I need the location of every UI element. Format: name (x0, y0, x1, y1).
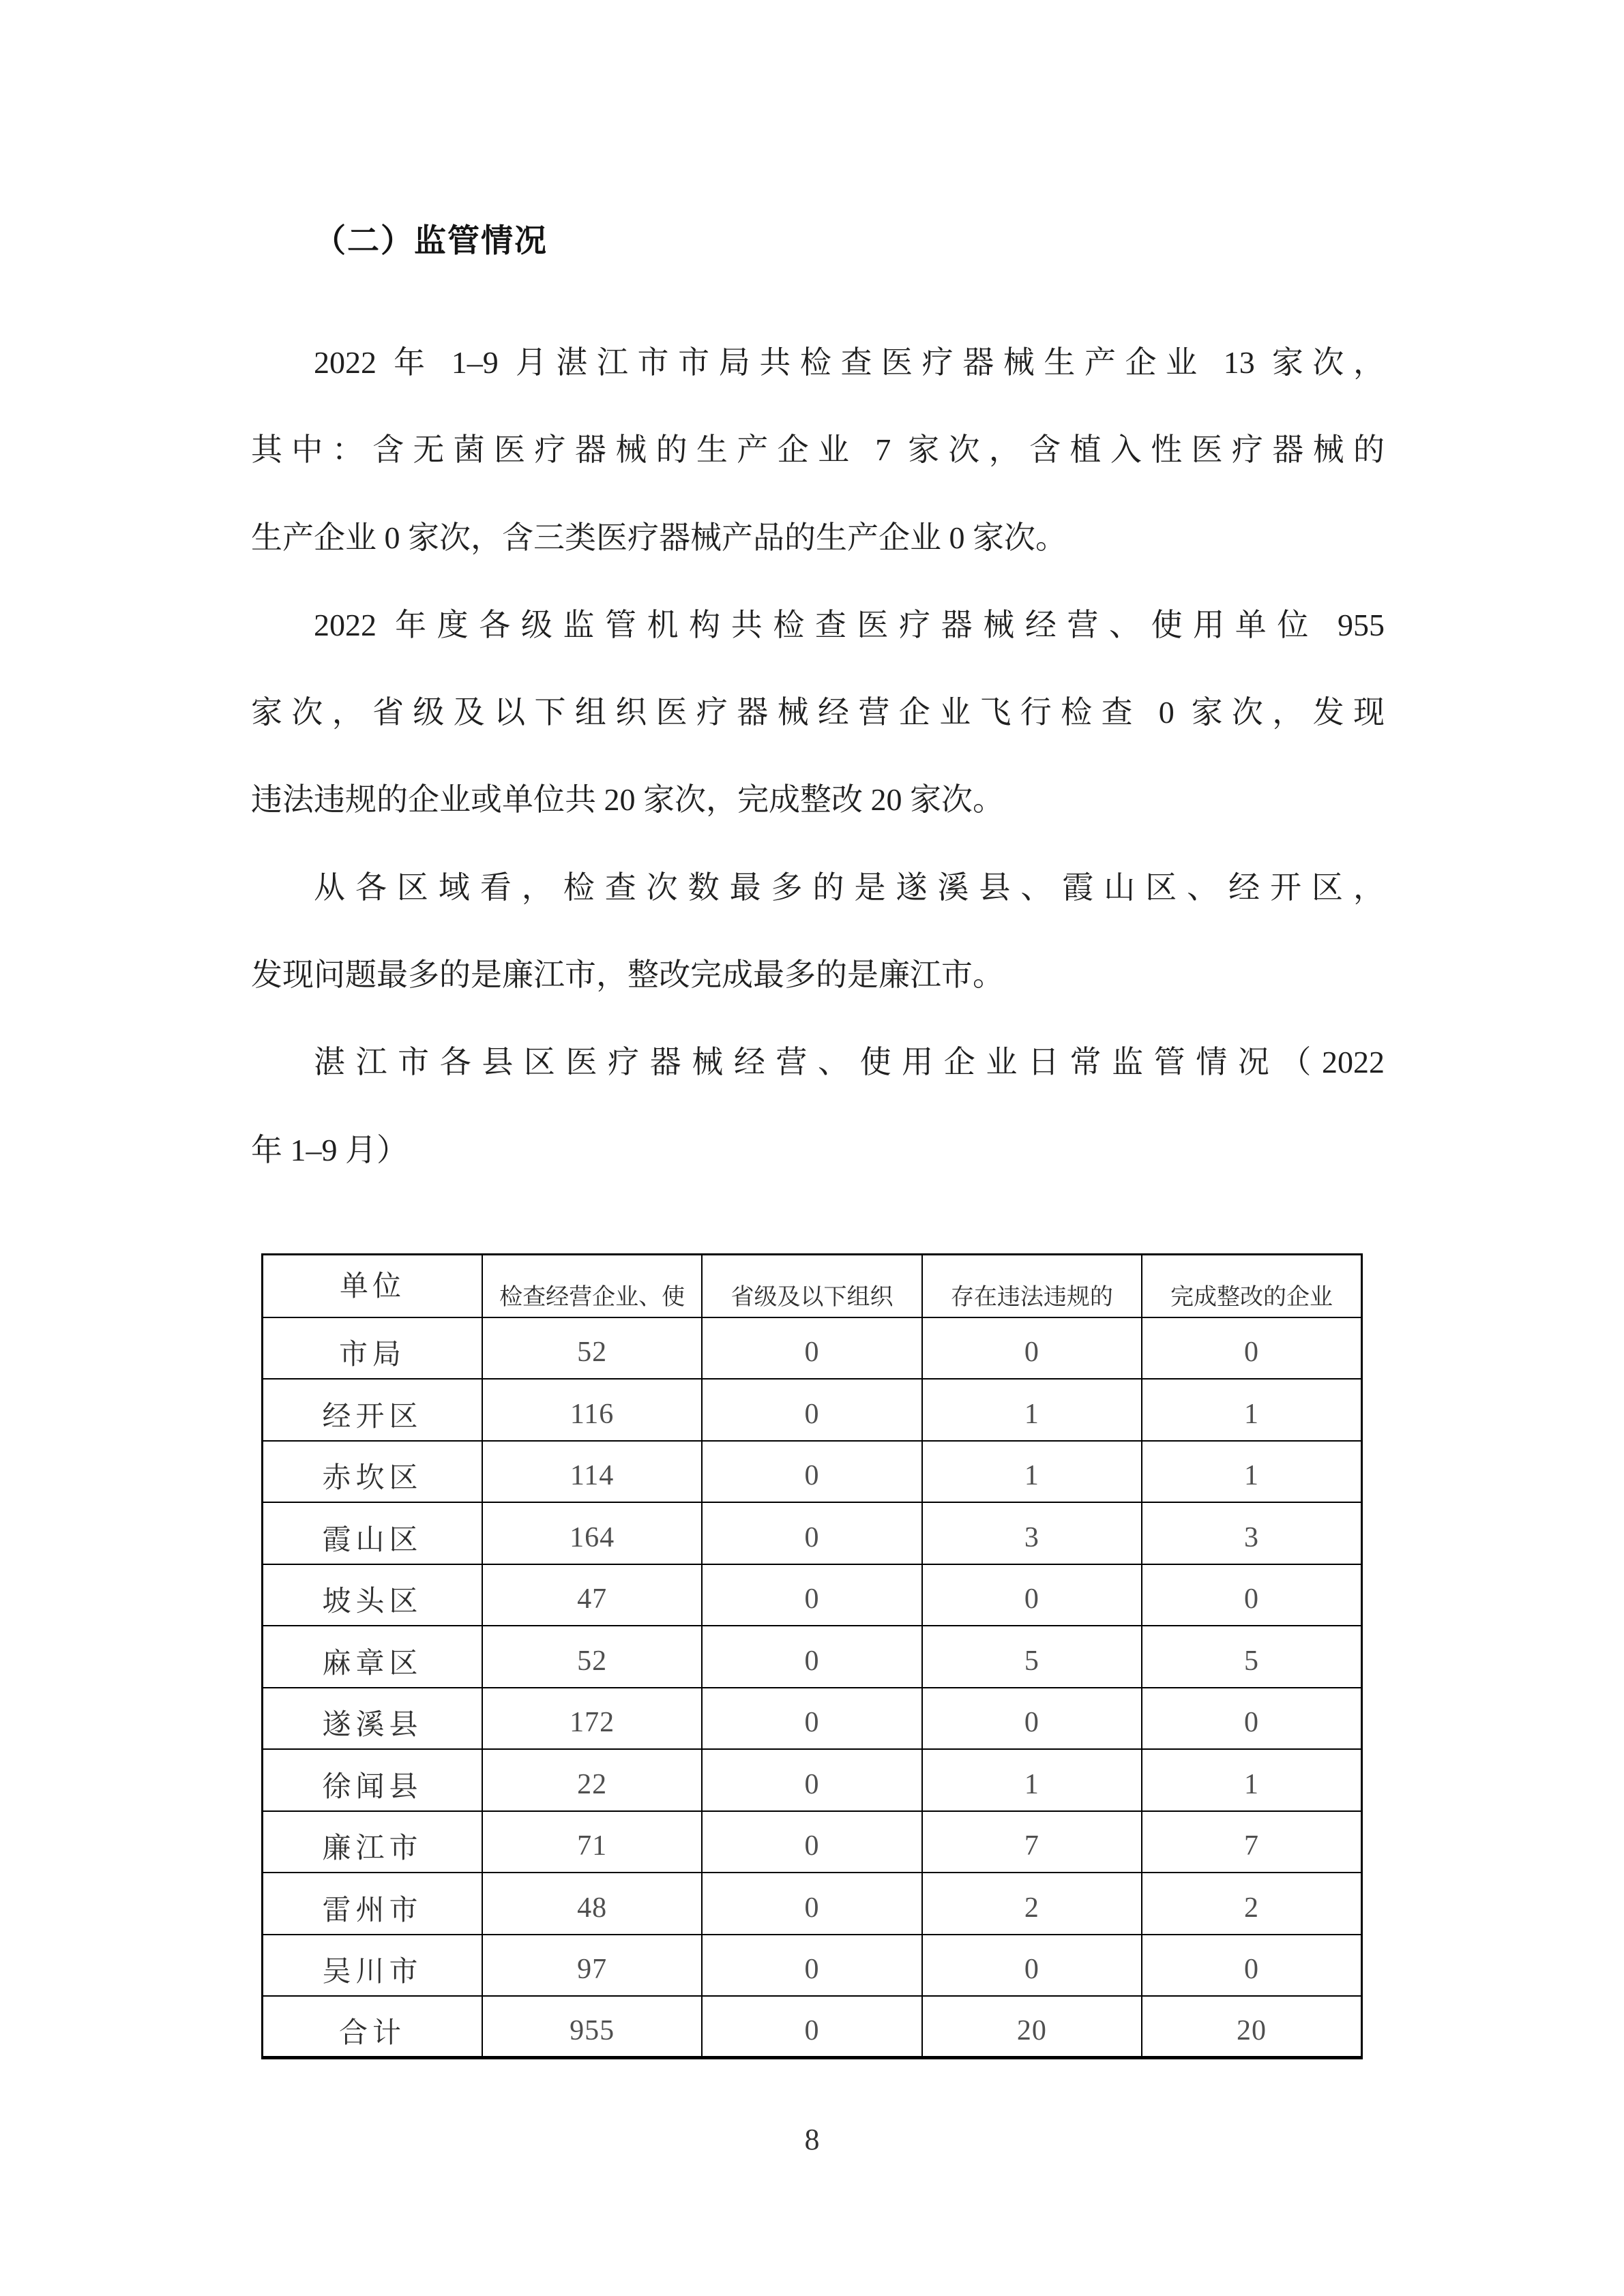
value-cell: 0 (702, 1317, 921, 1380)
page-number: 8 (804, 2123, 820, 2156)
paragraph-line: 2022 年度各级监管机构共检查医疗器械经营、使用单位 955 (314, 607, 1385, 642)
table-row (263, 1749, 1362, 1811)
paragraph-line: 湛江市各县区医疗器械经营、使用企业日常监管情况（2022 (314, 1045, 1385, 1080)
unit-cell: 经开区 (263, 1379, 482, 1441)
value-cell: 2 (1142, 1873, 1361, 1935)
value-cell: 0 (702, 1996, 921, 2058)
value-cell: 0 (702, 1935, 921, 1997)
table-row (263, 1441, 1362, 1503)
value-cell: 0 (922, 1935, 1142, 1997)
table-row (263, 1379, 1362, 1441)
value-cell: 0 (1142, 1564, 1361, 1626)
value-cell: 1 (1142, 1749, 1361, 1811)
value-cell: 0 (702, 1564, 921, 1626)
value-cell: 22 (482, 1749, 702, 1811)
value-cell: 2 (922, 1873, 1142, 1935)
table-row (263, 1317, 1362, 1380)
unit-cell: 廉江市 (263, 1811, 482, 1873)
value-cell: 955 (482, 1996, 702, 2058)
value-cell: 0 (702, 1626, 921, 1688)
value-cell: 1 (922, 1749, 1142, 1811)
paragraph-line: 发现问题最多的是廉江市，整改完成最多的是廉江市。 (251, 957, 1004, 993)
value-cell: 0 (702, 1379, 921, 1441)
unit-cell: 麻章区 (263, 1626, 482, 1688)
unit-cell: 遂溪县 (263, 1688, 482, 1750)
paragraph-line: 其中：含无菌医疗器械的生产企业 7 家次，含植入性医疗器械的 (251, 432, 1385, 468)
value-cell: 5 (922, 1626, 1142, 1688)
paragraph-line: 年 1–9 月） (251, 1132, 408, 1167)
value-cell: 0 (702, 1441, 921, 1503)
paragraph-line: 家次，省级及以下组织医疗器械经营企业飞行检查 0 家次，发现 (251, 695, 1385, 730)
paragraph-line: 违法违规的企业或单位共 20 家次，完成整改 20 家次。 (251, 782, 1004, 818)
unit-cell: 吴川市 (263, 1935, 482, 1997)
value-cell: 116 (482, 1379, 702, 1441)
value-cell: 0 (1142, 1935, 1361, 1997)
value-cell: 52 (482, 1317, 702, 1380)
value-cell: 0 (702, 1502, 921, 1564)
value-cell: 114 (482, 1441, 702, 1503)
value-cell: 1 (922, 1441, 1142, 1503)
unit-cell: 徐闻县 (263, 1749, 482, 1811)
unit-cell: 雷州市 (263, 1873, 482, 1935)
value-cell: 0 (1142, 1317, 1361, 1380)
value-cell: 3 (1142, 1502, 1361, 1564)
value-cell: 0 (922, 1317, 1142, 1380)
unit-cell: 赤坎区 (263, 1441, 482, 1503)
table-row-total (263, 1996, 1362, 2058)
header-flight-checks: 省级及以下组织 (702, 1255, 921, 1317)
unit-cell: 坡头区 (263, 1564, 482, 1626)
table-row (263, 1811, 1362, 1873)
value-cell: 164 (482, 1502, 702, 1564)
value-cell: 0 (922, 1688, 1142, 1750)
unit-cell: 霞山区 (263, 1502, 482, 1564)
unit-cell: 合计 (263, 1996, 482, 2058)
table-row (263, 1626, 1362, 1688)
value-cell: 47 (482, 1564, 702, 1626)
value-cell: 5 (1142, 1626, 1361, 1688)
table-row (263, 1873, 1362, 1935)
table-row (263, 1502, 1362, 1564)
value-cell: 0 (702, 1749, 921, 1811)
value-cell: 172 (482, 1688, 702, 1750)
value-cell: 0 (702, 1873, 921, 1935)
paragraph-line: 从各区域看，检查次数最多的是遂溪县、霞山区、经开区， (314, 869, 1385, 905)
value-cell: 20 (1142, 1996, 1361, 2058)
unit-cell: 市局 (263, 1317, 482, 1380)
value-cell: 20 (922, 1996, 1142, 2058)
value-cell: 52 (482, 1626, 702, 1688)
regional-supervision-table (261, 1253, 1363, 2059)
value-cell: 71 (482, 1811, 702, 1873)
value-cell: 48 (482, 1873, 702, 1935)
value-cell: 3 (922, 1502, 1142, 1564)
value-cell: 1 (1142, 1379, 1361, 1441)
value-cell: 97 (482, 1935, 702, 1997)
header-violations: 存在违法违规的 (922, 1255, 1142, 1317)
value-cell: 0 (702, 1688, 921, 1750)
value-cell: 1 (1142, 1441, 1361, 1503)
section-heading: （二）监管情况 (314, 224, 548, 259)
paragraph-line: 生产企业 0 家次，含三类医疗器械产品的生产企业 0 家次。 (251, 520, 1067, 555)
value-cell: 0 (702, 1811, 921, 1873)
value-cell: 1 (922, 1379, 1142, 1441)
table-row (263, 1688, 1362, 1750)
table-row (263, 1935, 1362, 1997)
header-rectifications: 完成整改的企业 (1142, 1255, 1361, 1317)
value-cell: 7 (1142, 1811, 1361, 1873)
header-inspections: 检查经营企业、使 (482, 1255, 702, 1317)
table-row (263, 1564, 1362, 1626)
value-cell: 7 (922, 1811, 1142, 1873)
body-text-block (251, 319, 1385, 1194)
table-header-row (263, 1255, 1362, 1317)
header-unit: 单位 (263, 1255, 482, 1317)
value-cell: 0 (922, 1564, 1142, 1626)
paragraph-line: 2022 年 1–9 月湛江市市局共检查医疗器械生产企业 13 家次， (314, 345, 1385, 380)
value-cell: 0 (1142, 1688, 1361, 1750)
